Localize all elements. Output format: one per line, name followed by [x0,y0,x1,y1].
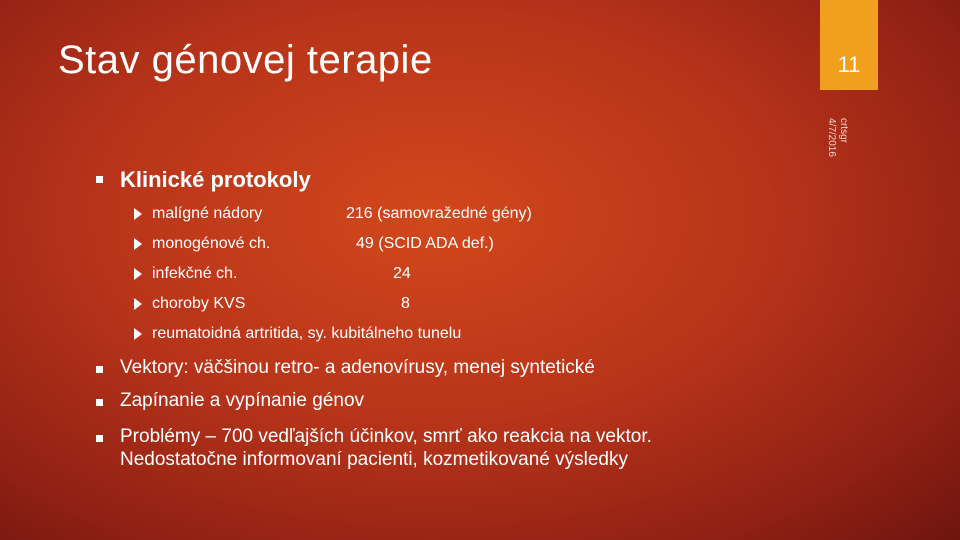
bullet-text: Vektory: väčšinou retro- a adenovírusy, menej syntetické [120,357,595,378]
bullet-text: Problémy – 700 vedľajších účinkov, smrť ako reakcia na vektor. [120,426,652,447]
arrow-bullet-icon [134,328,142,340]
page-number: 11 [837,52,861,77]
bullet-text-continued: Nedostatočne informovaní pacienti, kozmetikované výsledky [120,449,628,470]
protocol-value: 49 (SCID ADA def.) [356,235,494,252]
slide-title: Stav génovej terapie [58,38,433,82]
arrow-bullet-icon [134,238,142,250]
arrow-bullet-icon [134,268,142,280]
arrow-bullet-icon [134,208,142,220]
page-number-badge [820,0,878,90]
square-bullet-icon [96,366,103,373]
protocol-label: choroby KVS [152,295,246,312]
protocol-label: monogénové ch. [152,235,271,252]
protocol-label: reumatoidná artritida, sy. kubitálneho tunelu [152,325,462,342]
protocol-label: infekčné ch. [152,265,238,282]
protocol-value: 24 [393,265,411,282]
side-note [826,118,849,198]
square-bullet-icon [96,435,103,442]
arrow-bullet-icon [134,298,142,310]
square-bullet-icon [96,399,103,406]
protocol-value: 216 (samovražedné gény) [346,205,532,222]
section-heading: Klinické protokoly [120,167,311,192]
side-note-author: crtsgr [838,118,849,143]
bullet-text: Zapínanie a vypínanie génov [120,390,365,411]
side-note-date: 4/7/2016 [826,118,837,157]
protocol-value: 8 [401,295,410,312]
square-bullet-icon [96,176,103,183]
protocol-label: malígné nádory [152,205,263,222]
